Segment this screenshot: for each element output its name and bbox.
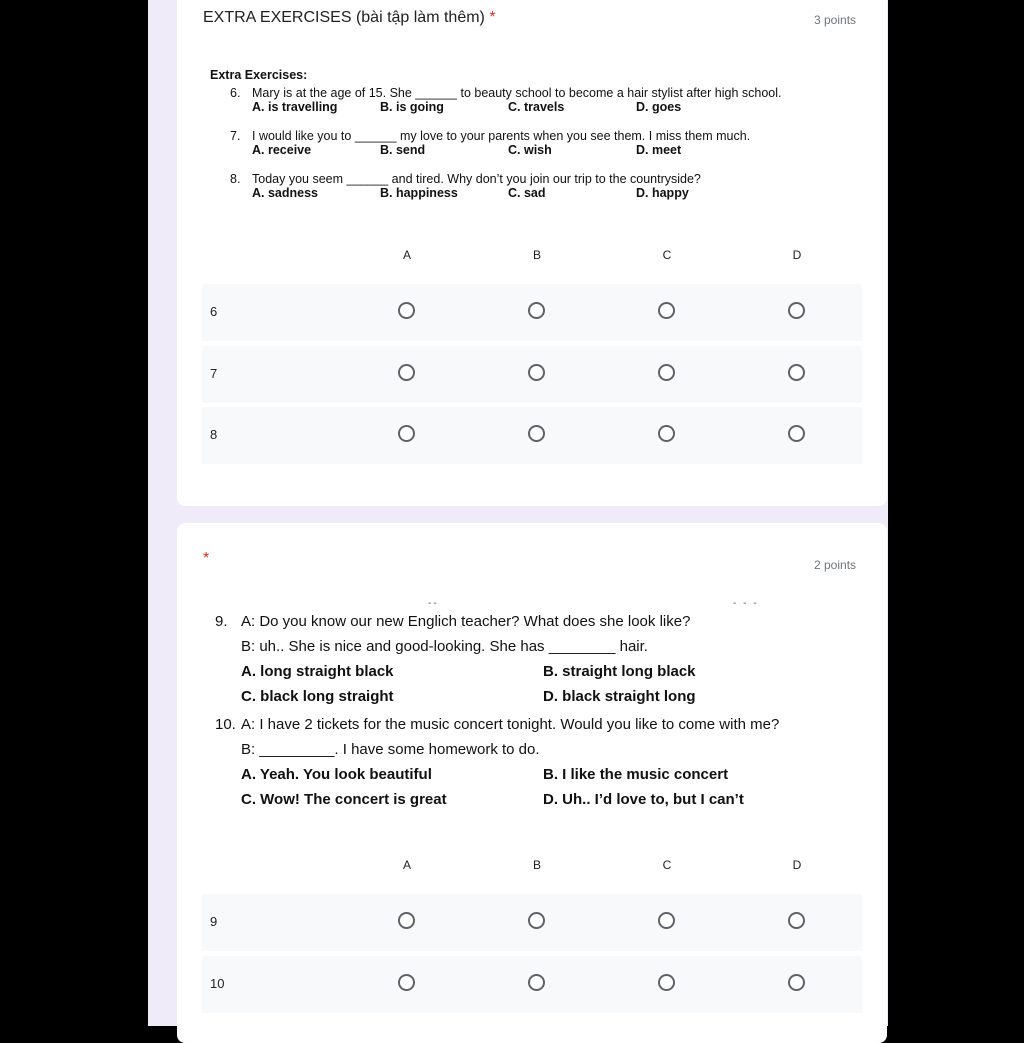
radio-7-b[interactable] — [528, 364, 545, 381]
radio-10-a[interactable] — [398, 974, 415, 991]
option-b: B. straight long black — [543, 663, 696, 680]
option-a: A. is travelling — [252, 100, 338, 114]
option-d: D. meet — [636, 143, 682, 157]
item-number: 10. — [215, 716, 236, 733]
row-label: 8 — [210, 427, 218, 442]
exercise-item-10 — [215, 716, 779, 819]
column-header-a: A — [402, 248, 411, 262]
radio-6-a[interactable] — [398, 302, 415, 319]
option-a: A. Yeah. You look beautiful — [241, 766, 432, 783]
option-c: C. black long straight — [241, 688, 394, 705]
option-c: C. travels — [508, 100, 565, 114]
radio-6-b[interactable] — [528, 302, 545, 319]
exercise-heading: Extra Exercises: — [210, 68, 308, 82]
row-label: 9 — [210, 914, 218, 929]
exercise-image-2 — [215, 613, 779, 819]
radio-8-a[interactable] — [398, 425, 415, 442]
column-header-a: A — [402, 858, 411, 872]
item-number: 9. — [215, 613, 228, 630]
exercise-item-8 — [210, 172, 781, 215]
radio-7-d[interactable] — [788, 364, 805, 381]
exercise-item-6 — [210, 86, 781, 129]
option-c: C. sad — [508, 186, 546, 200]
item-options — [215, 791, 779, 816]
row-label: 10 — [210, 976, 225, 991]
answer-grid-2 — [202, 854, 862, 1024]
radio-9-a[interactable] — [398, 912, 415, 929]
points-label-2: 2 points — [814, 558, 857, 572]
question-title — [203, 9, 496, 27]
divider-dots: - - - — [733, 598, 759, 609]
row-label: 7 — [210, 366, 218, 381]
option-a: A. receive — [252, 143, 312, 157]
option-b: B. send — [380, 143, 426, 157]
grid-row-8 — [202, 407, 862, 464]
radio-7-c[interactable] — [658, 364, 675, 381]
option-a: A. long straight black — [241, 663, 394, 680]
item-number: 7. — [230, 129, 241, 143]
radio-9-c[interactable] — [658, 912, 675, 929]
column-header-d: D — [792, 858, 802, 872]
question-title-text: EXTRA EXERCISES (bài tập làm thêm) — [203, 9, 485, 26]
item-line-b: B: uh.. She is nice and good-looking. She has ________ hair. — [241, 638, 648, 655]
radio-10-b[interactable] — [528, 974, 545, 991]
grid-row-6 — [202, 284, 862, 341]
item-text: Today you seem ______ and tired. Why don’t you join our trip to the countryside? — [252, 172, 701, 186]
question-title-2 — [203, 550, 209, 568]
row-label: 6 — [210, 304, 218, 319]
column-header-c: C — [662, 858, 672, 872]
item-number: 8. — [230, 172, 241, 186]
option-a: A. sadness — [252, 186, 319, 200]
grid-row-7 — [202, 346, 862, 403]
item-options — [215, 663, 779, 688]
answer-grid-1 — [202, 244, 862, 466]
column-header-c: C — [662, 248, 672, 262]
radio-6-c[interactable] — [658, 302, 675, 319]
item-line-a: A: I have 2 tickets for the music concert tonight. Would you like to come with me? — [241, 716, 780, 733]
radio-8-b[interactable] — [528, 425, 545, 442]
option-c: C. Wow! The concert is great — [241, 791, 447, 808]
item-options — [210, 186, 781, 206]
item-text: Mary is at the age of 15. She ______ to beauty school to become a hair stylist after high school. — [252, 86, 782, 100]
radio-10-c[interactable] — [658, 974, 675, 991]
radio-9-d[interactable] — [788, 912, 805, 929]
option-d: D. black straight long — [543, 688, 696, 705]
radio-7-a[interactable] — [398, 364, 415, 381]
radio-8-d[interactable] — [788, 425, 805, 442]
radio-10-d[interactable] — [788, 974, 805, 991]
grid-row-10 — [202, 956, 862, 1013]
option-b: B. happiness — [380, 186, 458, 200]
column-header-b: B — [532, 858, 541, 872]
item-options — [210, 143, 781, 163]
exercise-image — [210, 68, 781, 215]
radio-6-d[interactable] — [788, 302, 805, 319]
option-b: B. is going — [380, 100, 444, 114]
option-d: D. Uh.. I’d love to, but I can’t — [543, 791, 744, 808]
radio-9-b[interactable] — [528, 912, 545, 929]
exercise-item-9 — [215, 613, 779, 716]
item-options — [215, 766, 779, 791]
item-line-b: B: _________. I have some homework to do. — [241, 741, 540, 758]
column-header-d: D — [792, 248, 802, 262]
column-header-b: B — [532, 248, 541, 262]
option-d: D. goes — [636, 100, 682, 114]
divider-dots: -- — [428, 598, 439, 609]
item-line-a: A: Do you know our new Englich teacher? What does she look like? — [241, 613, 691, 630]
option-d: D. happy — [636, 186, 689, 200]
item-number: 6. — [230, 86, 241, 100]
grid-row-9 — [202, 894, 862, 951]
option-c: C. wish — [508, 143, 552, 157]
radio-8-c[interactable] — [658, 425, 675, 442]
required-asterisk: * — [489, 9, 496, 26]
required-asterisk: * — [203, 550, 210, 567]
item-options — [210, 100, 781, 120]
points-label: 3 points — [814, 13, 857, 27]
exercise-item-7 — [210, 129, 781, 172]
option-b: B. I like the music concert — [543, 766, 729, 783]
item-text: I would like you to ______ my love to your parents when you see them. I miss them much. — [252, 129, 751, 143]
item-options — [215, 688, 779, 713]
